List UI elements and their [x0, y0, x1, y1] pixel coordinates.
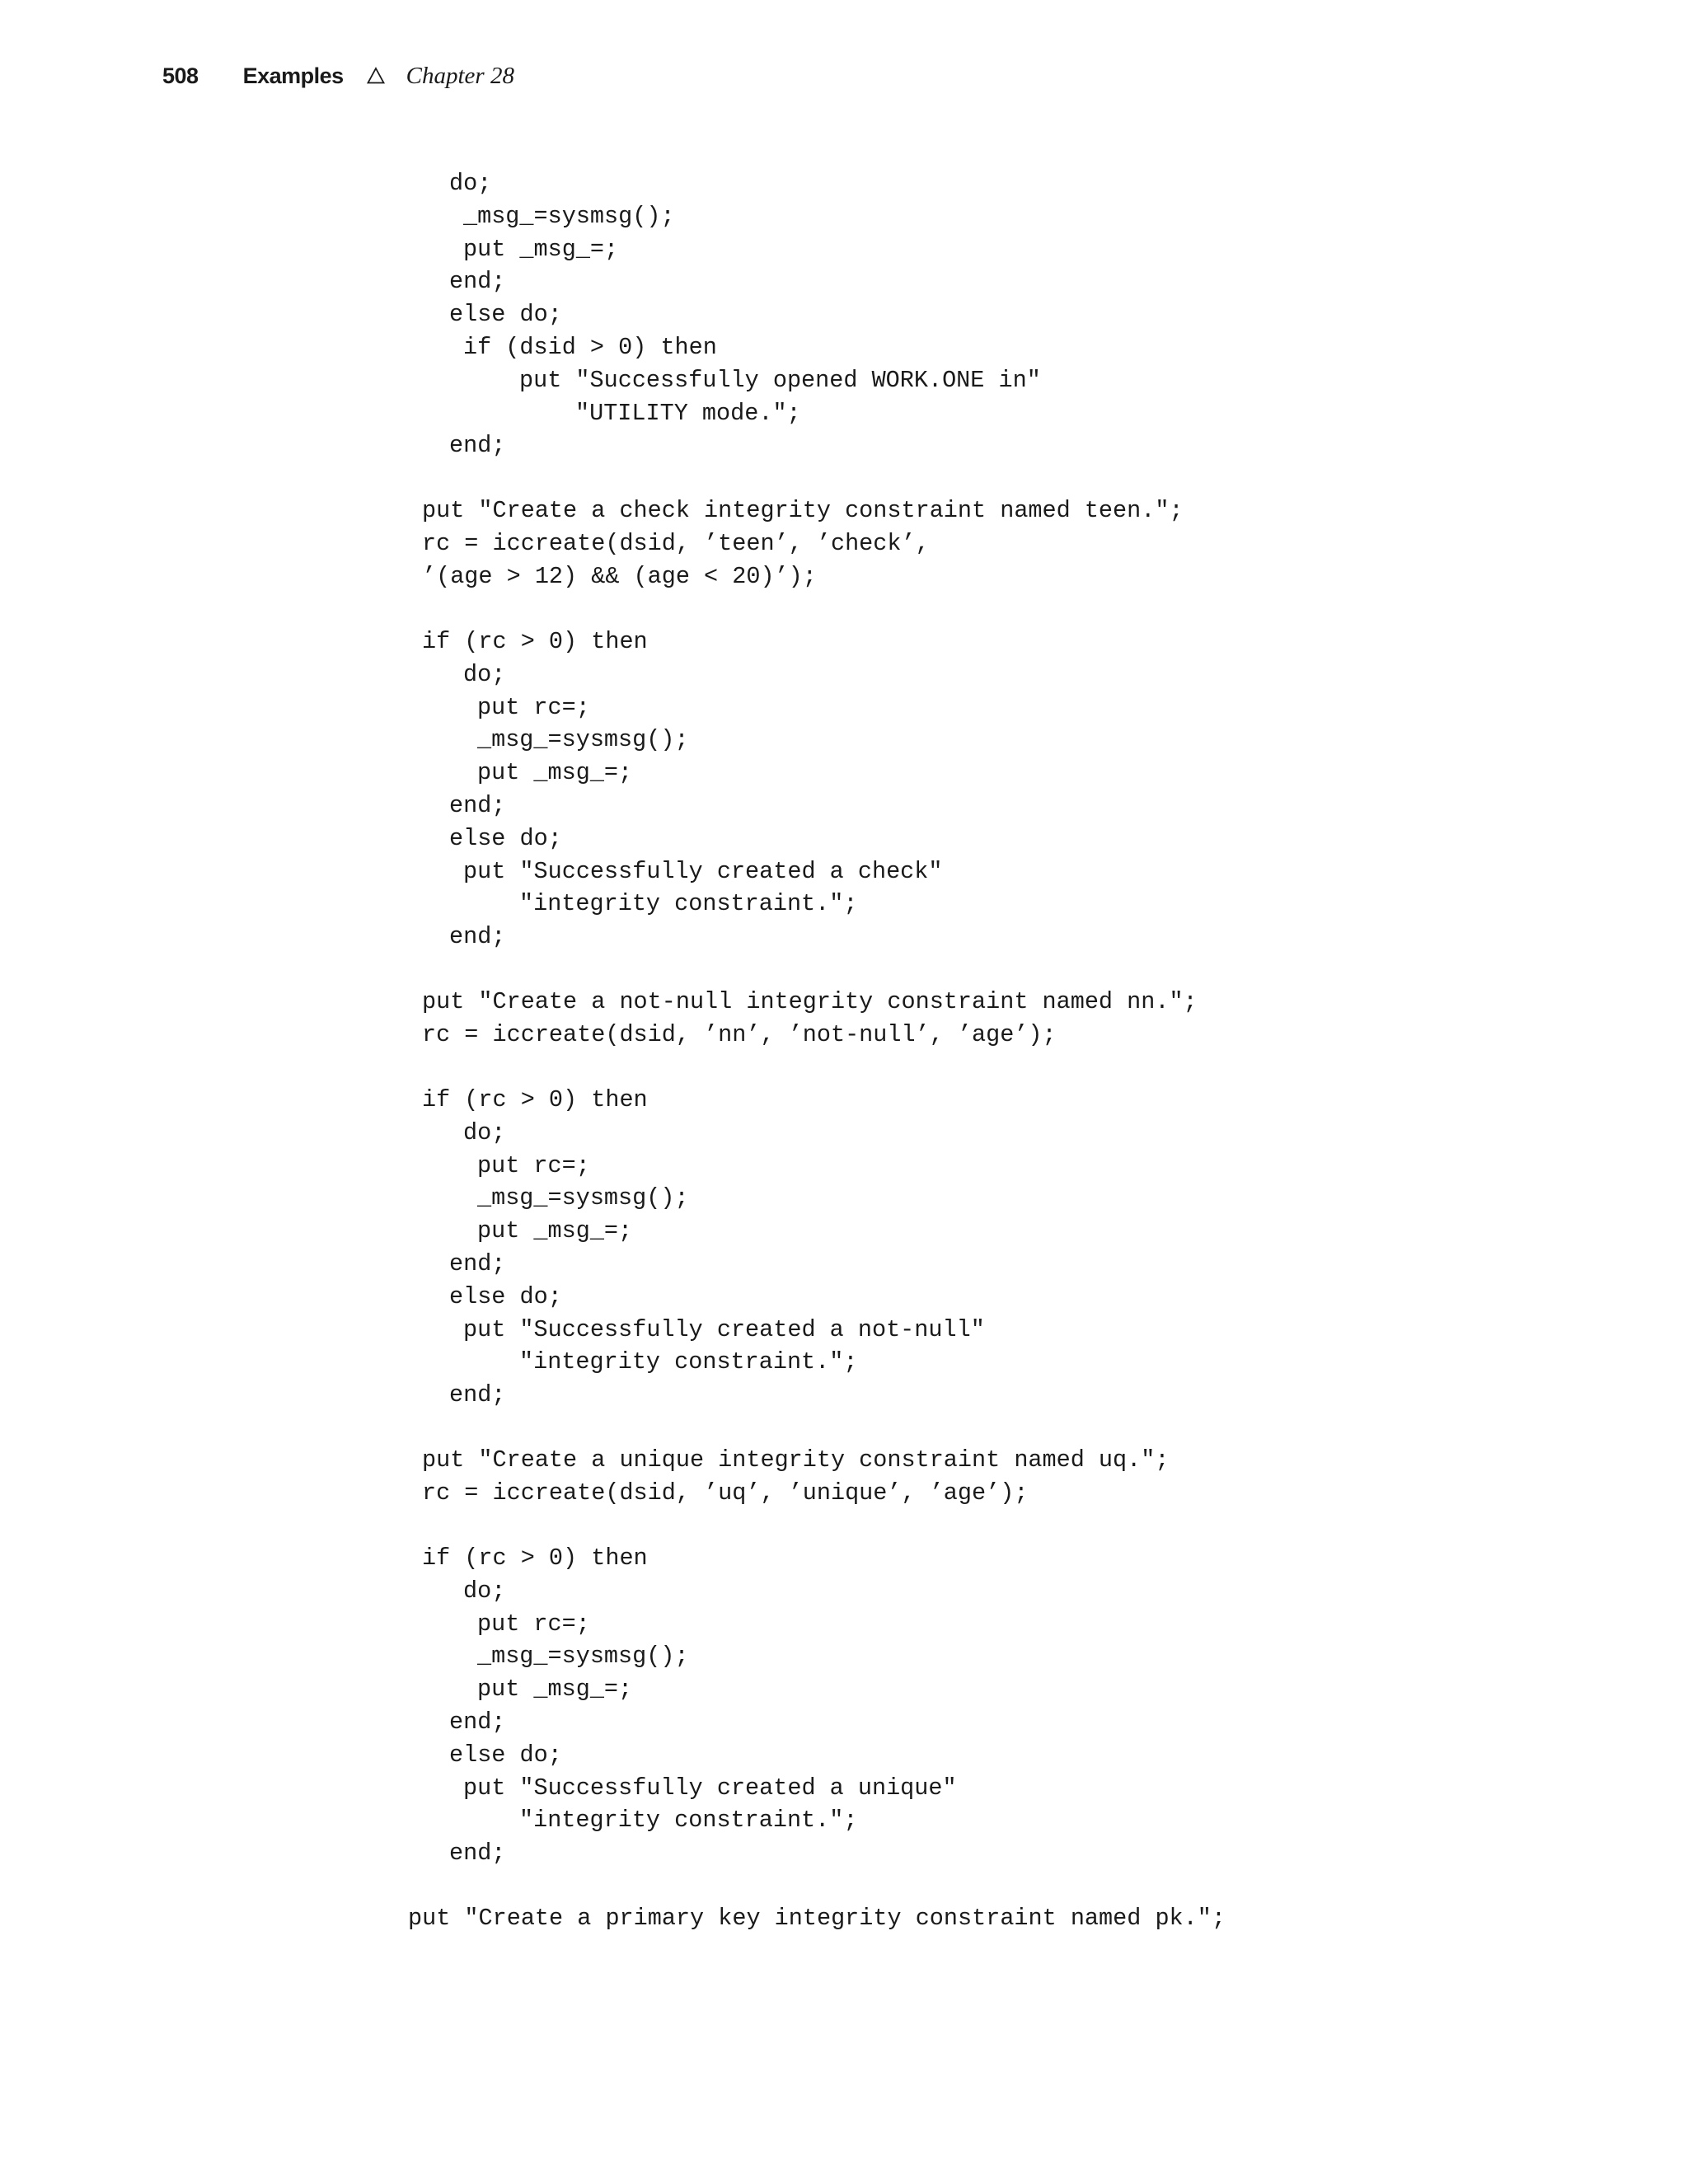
code-line: end;	[449, 432, 506, 459]
code-line: put "Successfully opened WORK.ONE in"	[519, 367, 1041, 394]
code-line: else do;	[449, 1283, 562, 1310]
code-line: rc = iccreate(dsid, ’nn’, ’not-null’, ’age’);	[422, 1021, 1057, 1048]
code-line: put rc=;	[477, 1152, 590, 1179]
code-line: put _msg_=;	[477, 1675, 633, 1703]
code-line: else do;	[449, 1741, 562, 1769]
code-line: "integrity constraint.";	[519, 1807, 858, 1834]
code-line: end;	[449, 1840, 506, 1867]
code-line: end;	[449, 1250, 506, 1277]
code-line: put "Create a primary key integrity constraint named pk.";	[408, 1905, 1226, 1932]
section-name: Examples	[242, 63, 344, 88]
code-line: put "Create a not-null integrity constraint named nn.";	[422, 988, 1198, 1015]
code-line: end;	[449, 923, 506, 950]
code-line: put _msg_=;	[477, 759, 633, 786]
page-number: 508	[162, 63, 199, 88]
chapter-name: Chapter 28	[406, 62, 514, 89]
code-line: if (dsid > 0) then	[463, 334, 717, 361]
code-line: put "Successfully created a unique"	[463, 1774, 957, 1802]
code-line: put _msg_=;	[463, 236, 619, 263]
code-line: end;	[449, 1708, 506, 1736]
code-line: do;	[449, 170, 492, 197]
code-line: put "Create a unique integrity constraint named uq.";	[422, 1446, 1170, 1474]
code-line: _msg_=sysmsg();	[463, 203, 675, 230]
code-line: rc = iccreate(dsid, ’uq’, ’unique’, ’age’);	[422, 1479, 1029, 1507]
code-line: rc = iccreate(dsid, ’teen’, ’check’,	[422, 530, 930, 557]
code-line: "integrity constraint.";	[519, 1348, 858, 1376]
code-line: end;	[449, 1381, 506, 1408]
code-line: end;	[449, 792, 506, 819]
code-line: put _msg_=;	[477, 1217, 633, 1244]
code-line: _msg_=sysmsg();	[477, 1643, 689, 1670]
code-line: "UTILITY mode.";	[575, 400, 801, 427]
code-line: put rc=;	[477, 1610, 590, 1638]
code-line: _msg_=sysmsg();	[477, 726, 689, 753]
code-line: do;	[463, 1577, 506, 1605]
code-line: _msg_=sysmsg();	[477, 1184, 689, 1212]
code-line: put rc=;	[477, 694, 590, 721]
code-line: else do;	[449, 825, 562, 852]
code-line: if (rc > 0) then	[422, 628, 648, 655]
code-line: do;	[463, 1119, 506, 1146]
code-line: end;	[449, 268, 506, 295]
code-line: if (rc > 0) then	[422, 1086, 648, 1113]
code-line: "integrity constraint.";	[519, 890, 858, 917]
code-line: put "Successfully created a not-null"	[463, 1316, 985, 1343]
code-line: put "Successfully created a check"	[463, 858, 943, 885]
code-line: put "Create a check integrity constraint named teen.";	[422, 497, 1184, 524]
code-line: if (rc > 0) then	[422, 1544, 648, 1572]
code-line: do;	[463, 661, 506, 688]
code-line: else do;	[449, 301, 562, 328]
code-line: ’(age > 12) && (age < 20)’);	[422, 563, 817, 590]
